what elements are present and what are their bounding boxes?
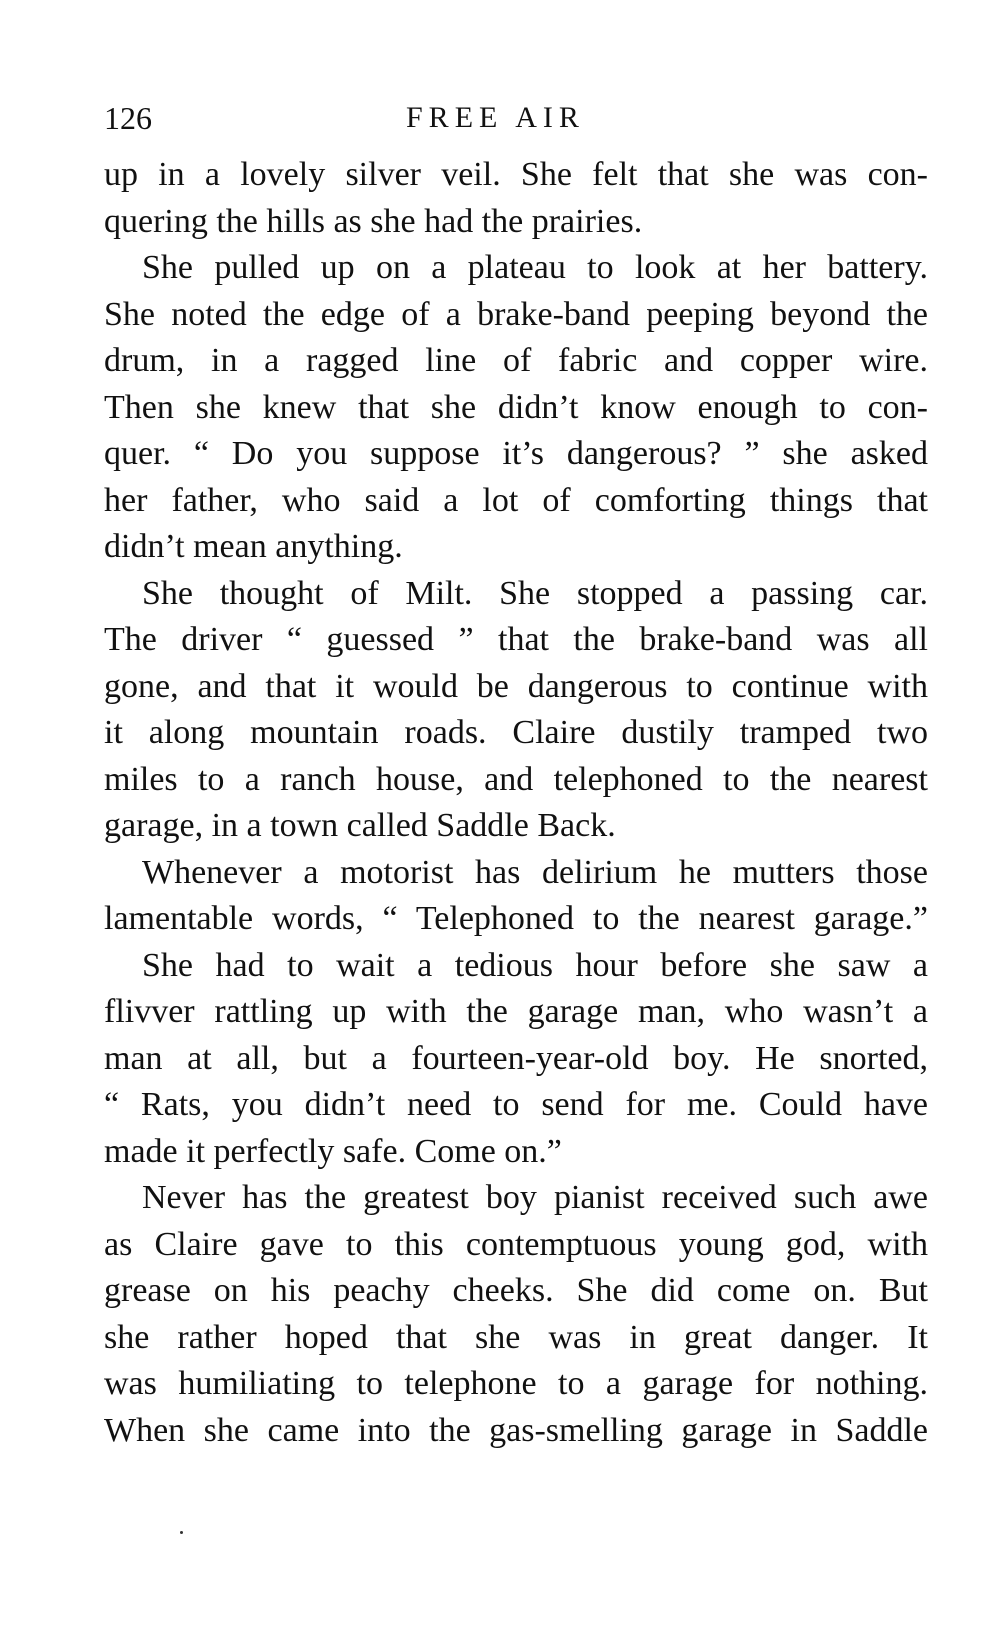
page-number: 126 [104, 100, 152, 136]
text-line: was humiliating to telephone to a garage for nothing. [104, 1365, 928, 1402]
text-line: The driver “ guessed ” that the brake-band was all [104, 621, 928, 658]
text-line: didn’t mean anything. [104, 528, 403, 565]
text-line: man at all, but a fourteen-year-old boy. He snorted, [104, 1039, 928, 1077]
running-head [104, 96, 930, 140]
text-line: it along mountain roads. Claire dustily tramped two [104, 714, 928, 751]
text-line: garage, in a town called Saddle Back. [104, 807, 616, 844]
text-line: miles to a ranch house, and telephoned to the nearest [104, 760, 928, 798]
text-line: gone, and that it would be dangerous to continue with [104, 667, 928, 705]
text-line: drum, in a ragged line of fabric and copper wire. [104, 342, 928, 379]
text-line: her father, who said a lot of comforting things that [104, 481, 928, 519]
text-line: as Claire gave to this contemptuous young god, with [104, 1225, 928, 1263]
text-line: quer. “ Do you suppose it’s dangerous? ” she asked [104, 435, 928, 472]
text-line: When she came into the gas-smelling garage in Saddle [104, 1411, 928, 1449]
text-line: she rather hoped that she was in great danger. It [104, 1318, 928, 1356]
print-speck [180, 1531, 183, 1534]
text-line: “ Rats, you didn’t need to send for me. Could have [104, 1086, 928, 1123]
text-line: lamentable words, “ Telephoned to the nearest garage.” [104, 900, 928, 937]
text-line: grease on his peachy cheeks. She did come on. But [104, 1272, 928, 1309]
text-line: Never has the greatest boy pianist received such awe [142, 1179, 928, 1216]
text-line: She thought of Milt. She stopped a passing car. [142, 574, 928, 612]
text-line: She had to wait a tedious hour before she saw a [142, 946, 928, 984]
text-line: Whenever a motorist has delirium he mutters those [142, 853, 928, 891]
text-line: quering the hills as she had the prairies. [104, 202, 643, 240]
text-line: She noted the edge of a brake-band peeping beyond the [104, 295, 928, 333]
text-line: flivver rattling up with the garage man, who wasn’t a [104, 993, 928, 1030]
text-line: She pulled up on a plateau to look at her battery. [142, 249, 928, 286]
running-title: FREE AIR [406, 101, 585, 134]
body-text [104, 152, 928, 1454]
text-line: up in a lovely silver veil. She felt that she was con- [104, 156, 928, 193]
text-line: made it perfectly safe. Come on.” [104, 1132, 562, 1170]
text-line: Then she knew that she didn’t know enough to con- [104, 388, 928, 426]
